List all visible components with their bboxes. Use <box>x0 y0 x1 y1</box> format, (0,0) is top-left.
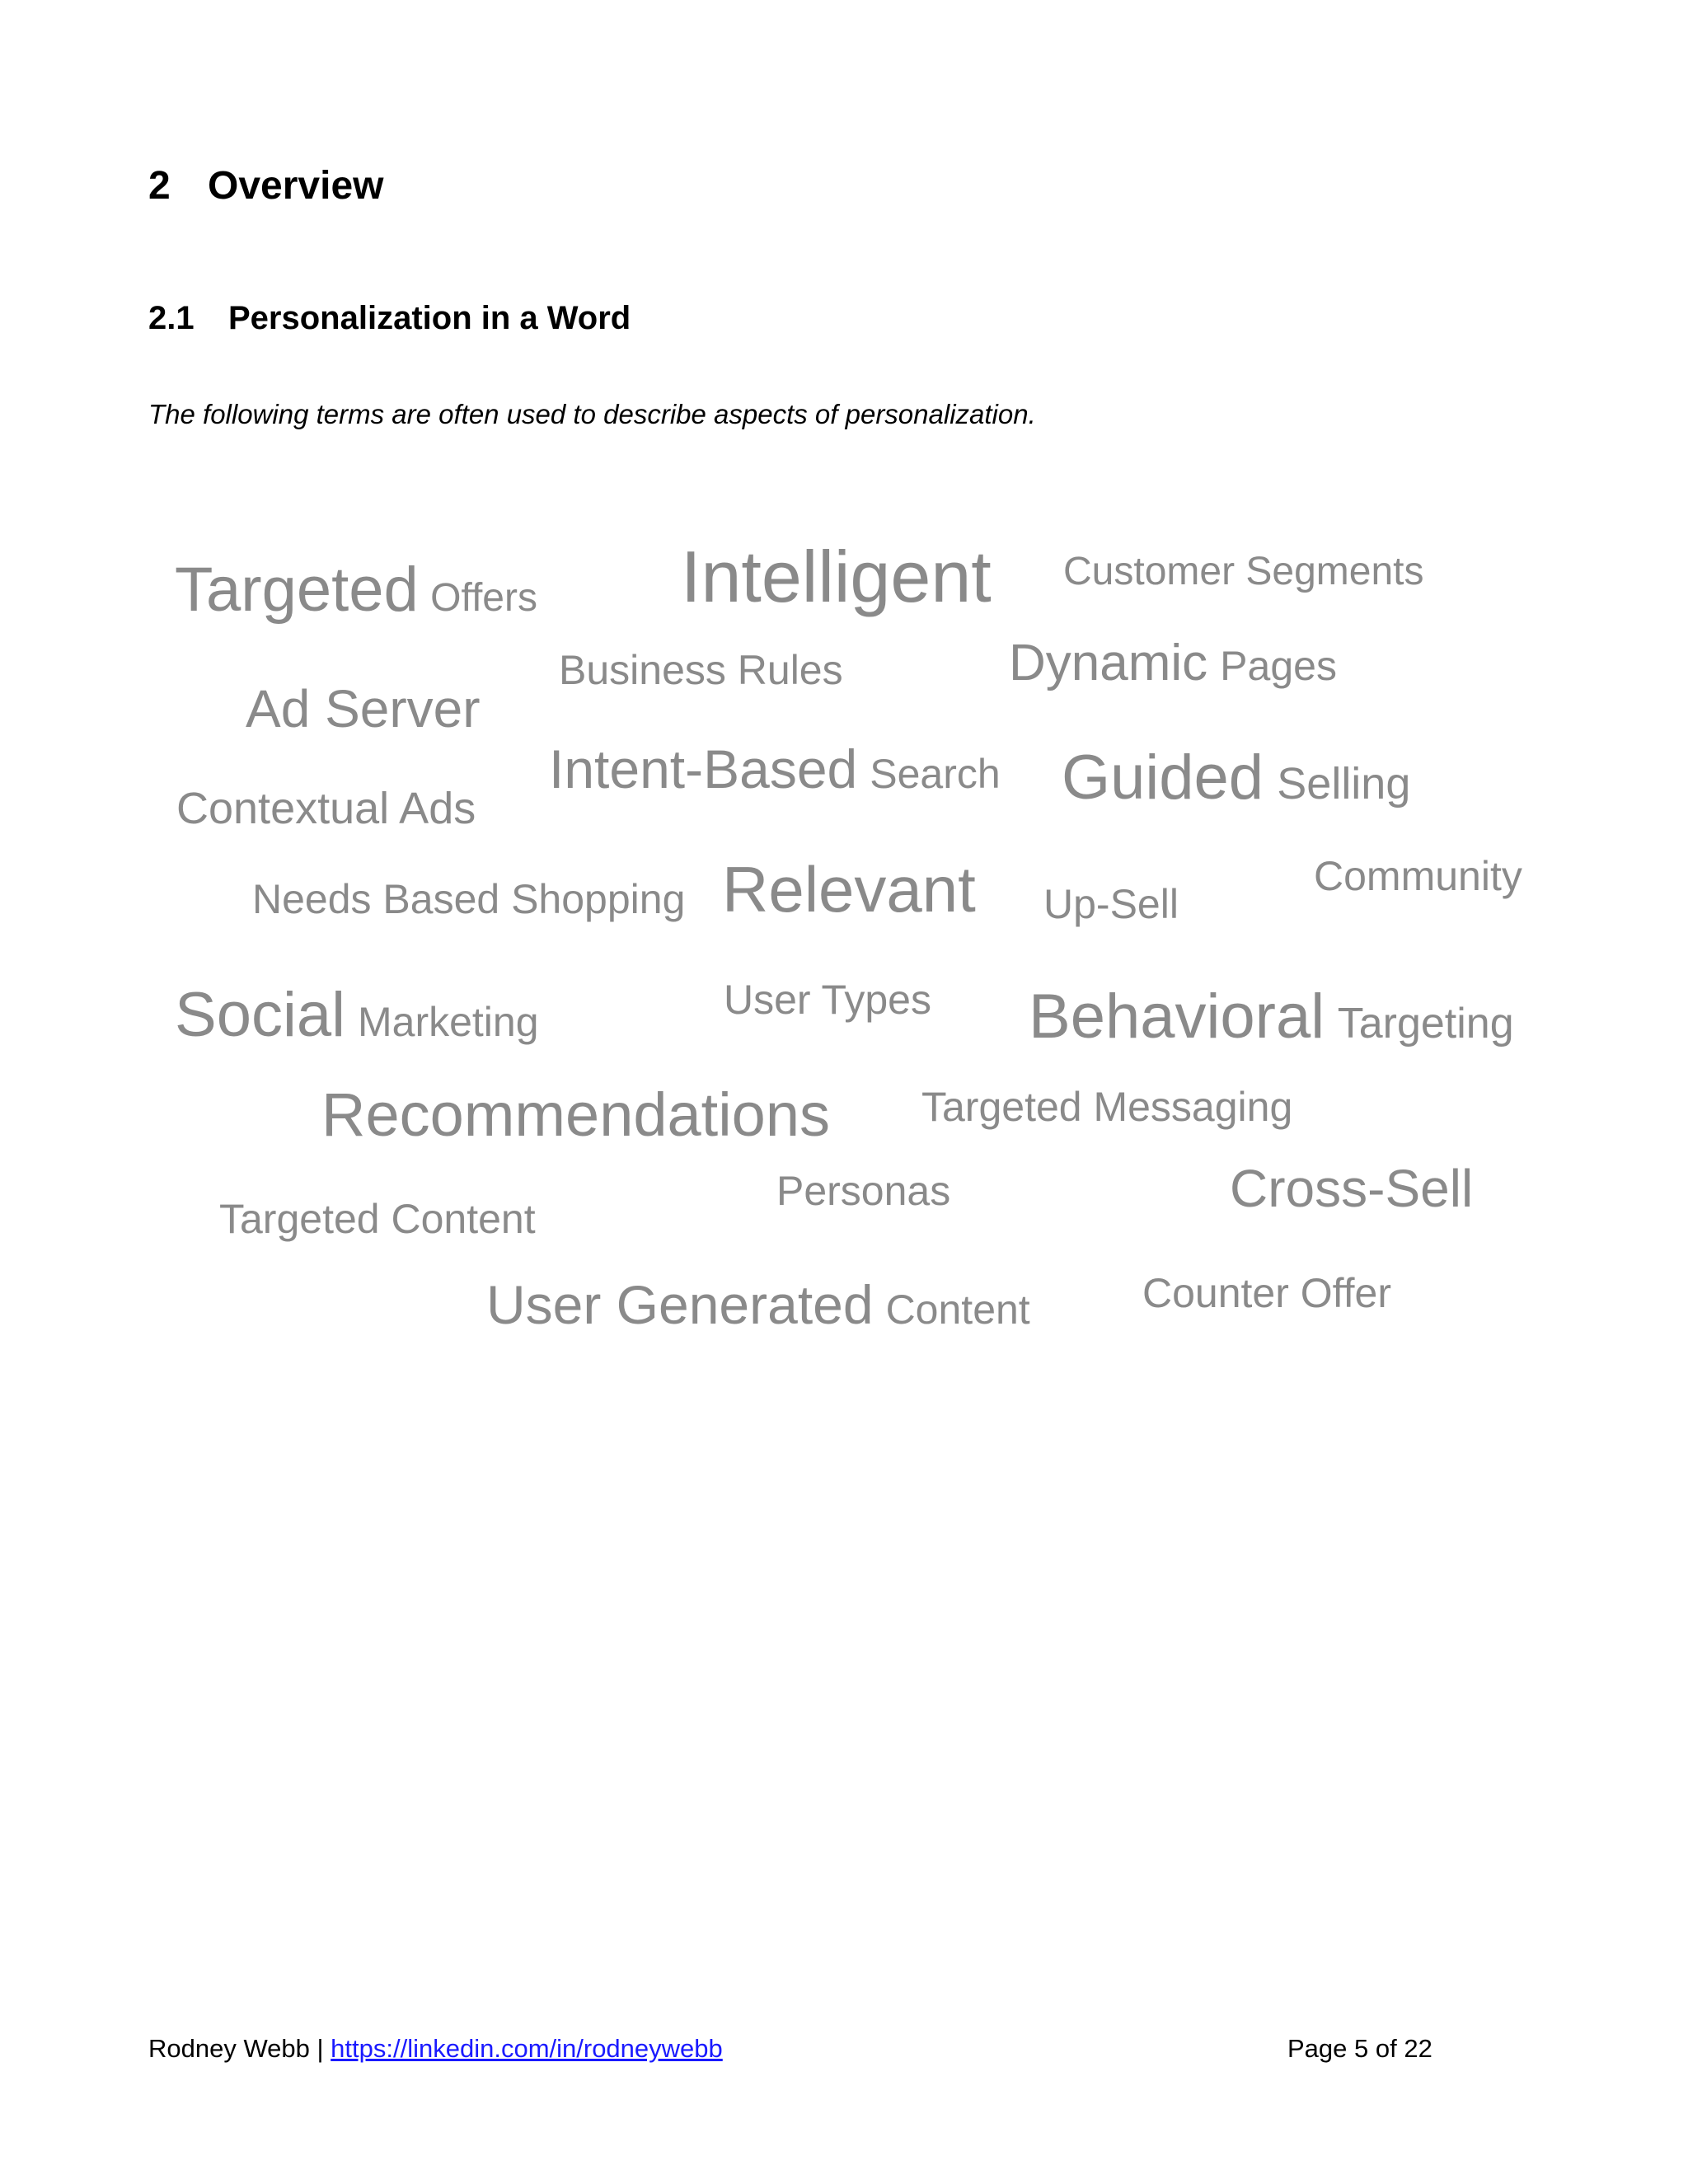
author-name: Rodney Webb | <box>148 2034 331 2063</box>
intro-paragraph: The following terms are often used to describe aspects of personalization. <box>148 399 1036 429</box>
section-title: Overview <box>208 164 384 208</box>
subsection-number: 2.1 <box>148 300 195 336</box>
linkedin-link[interactable]: https://linkedin.com/in/rodneywebb <box>331 2034 723 2063</box>
cloud-term: Targeted Messaging <box>921 1084 1293 1130</box>
footer-author <box>148 2034 723 2064</box>
cloud-term: Guided Selling <box>1062 743 1411 813</box>
cloud-term: Business Rules <box>559 647 843 693</box>
cloud-term: Needs Based Shopping <box>252 876 686 922</box>
cloud-term: Ad Server <box>246 679 481 738</box>
section-number: 2 <box>148 164 171 208</box>
subsection-title: Personalization in a Word <box>228 300 631 336</box>
cloud-term: Up-Sell <box>1043 881 1179 927</box>
cloud-term: Cross-Sell <box>1230 1159 1474 1218</box>
cloud-term: Social Marketing <box>175 980 539 1050</box>
cloud-term: Intelligent <box>681 536 992 617</box>
cloud-term: Dynamic Pages <box>1009 635 1337 691</box>
cloud-term: Targeted Offers <box>175 555 537 625</box>
cloud-term: Community <box>1314 853 1522 899</box>
cloud-term: Relevant <box>722 853 976 926</box>
cloud-term: Personas <box>776 1168 951 1214</box>
cloud-term: Customer Segments <box>1063 550 1424 593</box>
cloud-term: Contextual Ads <box>176 784 476 833</box>
cloud-term: Recommendations <box>321 1080 830 1149</box>
cloud-term: User Types <box>724 977 931 1023</box>
cloud-term: Targeted Content <box>219 1196 536 1242</box>
cloud-term: Intent-Based Search <box>549 738 1001 799</box>
cloud-term: User Generated Content <box>486 1274 1030 1335</box>
page-number: Page 5 of 22 <box>1287 2034 1432 2063</box>
cloud-term: Behavioral Targeting <box>1029 982 1514 1052</box>
cloud-term: Counter Offer <box>1142 1270 1392 1316</box>
